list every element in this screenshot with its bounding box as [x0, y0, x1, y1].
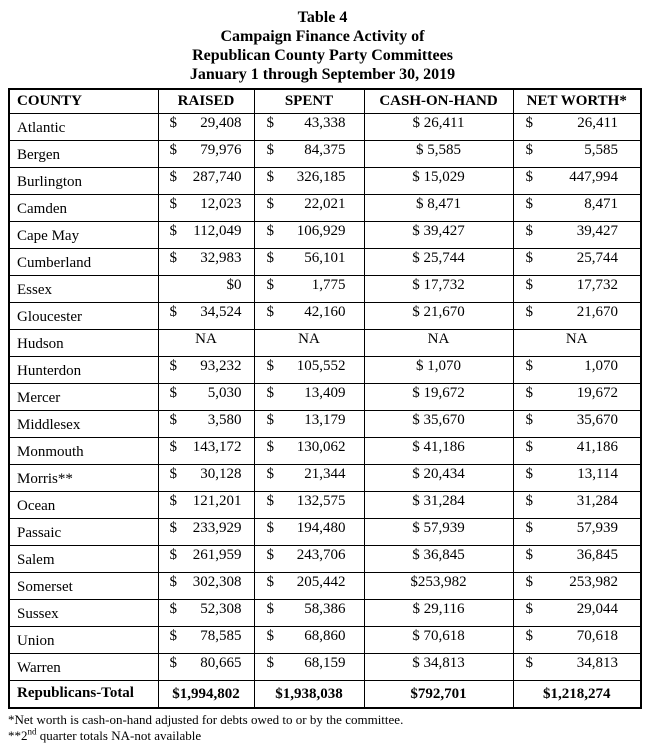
dollar-sign: $ [525, 196, 533, 212]
amount-value: 31,284 [576, 493, 618, 509]
amount-value: 35,670 [576, 412, 618, 428]
table-row [9, 411, 641, 438]
amount-value: 12,023 [200, 196, 242, 212]
county-cell: Sussex [9, 600, 158, 627]
amount-value: 130,062 [296, 439, 346, 455]
raised-cell [158, 465, 254, 492]
dollar-sign: $ [266, 547, 274, 563]
net-cell [513, 249, 641, 276]
dollar-sign: $ [525, 601, 533, 617]
amount-value: 41,186 [576, 439, 618, 455]
dollar-sign: $ [525, 547, 533, 563]
amount-value: 22,021 [304, 196, 346, 212]
dollar-sign: $ [169, 142, 177, 158]
spent-cell [254, 438, 364, 465]
table-row [9, 357, 641, 384]
dollar-sign: $ [169, 493, 177, 509]
table-row [9, 546, 641, 573]
spent-cell [254, 222, 364, 249]
dollar-sign: $ [169, 466, 177, 482]
raised-cell [158, 384, 254, 411]
net-cell [513, 546, 641, 573]
amount-value: 302,308 [192, 574, 242, 590]
amount-value: 121,201 [192, 493, 242, 509]
dollar-sign: $ [266, 358, 274, 374]
table-header-row [9, 89, 641, 114]
amount-value: 17,732 [576, 277, 618, 293]
net-cell [513, 519, 641, 546]
amount-value: 21,670 [576, 304, 618, 320]
dollar-sign: $ [266, 493, 274, 509]
dollar-sign: $ [266, 196, 274, 212]
column-header-raised: RAISED [158, 89, 254, 114]
amount-value: 287,740 [192, 169, 242, 185]
cash-cell: $253,982 [364, 573, 513, 600]
column-header-county: COUNTY [9, 89, 158, 114]
table-row [9, 141, 641, 168]
amount-value: 112,049 [193, 223, 242, 239]
dollar-sign: $ [525, 520, 533, 536]
county-cell: Middlesex [9, 411, 158, 438]
dollar-sign: $ [169, 655, 177, 671]
dollar-sign: $ [169, 628, 177, 644]
dollar-sign: $ [169, 385, 177, 401]
county-cell: Union [9, 627, 158, 654]
spent-cell [254, 600, 364, 627]
total-spent-cell: $1,938,038 [254, 681, 364, 709]
amount-value: 261,959 [192, 547, 242, 563]
amount-value: 25,744 [576, 250, 618, 266]
cash-cell: $ 39,427 [364, 222, 513, 249]
cash-cell: $ 25,744 [364, 249, 513, 276]
dollar-sign: $ [169, 358, 177, 374]
dollar-sign: $ [525, 250, 533, 266]
dollar-sign: $ [266, 466, 274, 482]
raised-cell [158, 168, 254, 195]
dollar-sign: $ [525, 277, 533, 293]
amount-value: 3,580 [207, 412, 242, 428]
dollar-sign: $ [266, 574, 274, 590]
table-body [9, 114, 641, 709]
spent-cell [254, 114, 364, 141]
table-row [9, 654, 641, 681]
county-cell: Cumberland [9, 249, 158, 276]
net-cell [513, 141, 641, 168]
net-cell [513, 465, 641, 492]
spent-cell [254, 492, 364, 519]
dollar-sign: $ [266, 439, 274, 455]
raised-cell [158, 141, 254, 168]
net-cell [513, 654, 641, 681]
raised-cell [158, 195, 254, 222]
amount-value: 29,408 [200, 115, 242, 131]
table-row [9, 276, 641, 303]
footnotes [8, 712, 645, 744]
net-cell: NA [513, 330, 641, 357]
net-cell [513, 114, 641, 141]
table-row [9, 168, 641, 195]
table-row [9, 465, 641, 492]
cash-cell: $ 29,116 [364, 600, 513, 627]
cash-cell: $ 8,471 [364, 195, 513, 222]
county-cell: Hudson [9, 330, 158, 357]
dollar-sign: $ [525, 169, 533, 185]
amount-value: 132,575 [296, 493, 346, 509]
dollar-sign: $ [169, 196, 177, 212]
dollar-sign: $ [266, 277, 274, 293]
amount-value: 1,070 [584, 358, 618, 374]
cash-cell: $ 15,029 [364, 168, 513, 195]
amount-value: 43,338 [304, 115, 346, 131]
total-net-cell: $1,218,274 [513, 681, 641, 709]
cash-cell: $ 36,845 [364, 546, 513, 573]
amount-value: 1,775 [311, 277, 346, 293]
table-title [0, 0, 645, 84]
raised-cell [158, 492, 254, 519]
cash-cell: $ 57,939 [364, 519, 513, 546]
county-cell: Somerset [9, 573, 158, 600]
table-row [9, 114, 641, 141]
spent-cell [254, 303, 364, 330]
spent-cell [254, 384, 364, 411]
raised-cell [158, 357, 254, 384]
total-row [9, 681, 641, 709]
amount-value: 447,994 [569, 169, 618, 185]
dollar-sign: $ [525, 628, 533, 644]
dollar-sign: $ [169, 115, 177, 131]
county-cell: Gloucester [9, 303, 158, 330]
spent-cell [254, 465, 364, 492]
table-row [9, 384, 641, 411]
cash-cell: NA [364, 330, 513, 357]
spent-cell [254, 357, 364, 384]
amount-value: 5,585 [584, 142, 618, 158]
county-cell: Warren [9, 654, 158, 681]
amount-value: 58,386 [304, 601, 346, 617]
footnote-na: **2nd quarter totals NA-not available [8, 726, 202, 743]
column-header-spent: SPENT [254, 89, 364, 114]
amount-value: 13,179 [304, 412, 346, 428]
dollar-sign: $ [266, 169, 274, 185]
dollar-sign: $ [169, 412, 177, 428]
dollar-sign: $ [525, 142, 533, 158]
net-cell [513, 168, 641, 195]
amount-value: 143,172 [192, 439, 242, 455]
amount-value: 326,185 [296, 169, 346, 185]
dollar-sign: $ [169, 547, 177, 563]
net-cell [513, 276, 641, 303]
dollar-sign: $ [525, 412, 533, 428]
net-cell [513, 303, 641, 330]
title-line-4: January 1 through September 30, 2019 [189, 66, 456, 83]
amount-value: 29,044 [576, 601, 618, 617]
column-header-net: NET WORTH* [513, 89, 641, 114]
title-line-2: Campaign Finance Activity of [220, 28, 425, 45]
county-cell: Hunterdon [9, 357, 158, 384]
amount-value: 19,672 [576, 385, 618, 401]
county-cell: Burlington [9, 168, 158, 195]
spent-cell [254, 573, 364, 600]
title-line-3: Republican County Party Committees [192, 47, 453, 64]
net-cell [513, 411, 641, 438]
dollar-sign: $ [525, 223, 533, 239]
amount-value: 52,308 [200, 601, 242, 617]
amount-value: 194,480 [296, 520, 346, 536]
spent-cell [254, 519, 364, 546]
finance-table [8, 88, 642, 709]
county-cell: Essex [9, 276, 158, 303]
dollar-sign: $ [266, 412, 274, 428]
spent-cell [254, 168, 364, 195]
dollar-sign: $ [266, 601, 274, 617]
county-cell: Cape May [9, 222, 158, 249]
amount-value: 34,813 [576, 655, 618, 671]
amount-value: 243,706 [296, 547, 346, 563]
net-cell [513, 357, 641, 384]
dollar-sign: $ [266, 250, 274, 266]
net-cell [513, 438, 641, 465]
dollar-sign: $ [169, 169, 177, 185]
amount-value: 30,128 [200, 466, 242, 482]
amount-value: 68,159 [304, 655, 346, 671]
table-row [9, 195, 641, 222]
dollar-sign: $ [525, 493, 533, 509]
cash-cell: $ 70,618 [364, 627, 513, 654]
county-cell: Camden [9, 195, 158, 222]
raised-cell [158, 627, 254, 654]
raised-cell [158, 600, 254, 627]
net-cell [513, 384, 641, 411]
net-cell [513, 627, 641, 654]
table-row [9, 573, 641, 600]
dollar-sign: $ [169, 439, 177, 455]
dollar-sign: $ [525, 574, 533, 590]
spent-cell [254, 276, 364, 303]
total-label-cell: Republicans-Total [9, 681, 158, 709]
dollar-sign: $ [525, 304, 533, 320]
net-cell [513, 195, 641, 222]
amount-value: 79,976 [200, 142, 242, 158]
dollar-sign: $ [266, 304, 274, 320]
header-row [9, 89, 641, 114]
amount-value: 42,160 [304, 304, 346, 320]
net-cell [513, 573, 641, 600]
table-row [9, 249, 641, 276]
dollar-sign: $ [266, 628, 274, 644]
raised-cell [158, 303, 254, 330]
cash-cell: $ 31,284 [364, 492, 513, 519]
county-cell: Passaic [9, 519, 158, 546]
spent-cell: NA [254, 330, 364, 357]
cash-cell: $ 1,070 [364, 357, 513, 384]
spent-cell [254, 627, 364, 654]
raised-cell [158, 411, 254, 438]
cash-cell: $ 17,732 [364, 276, 513, 303]
dollar-sign: $ [266, 655, 274, 671]
cash-cell: $ 5,585 [364, 141, 513, 168]
amount-value: 8,471 [584, 196, 618, 212]
column-header-cash: CASH-ON-HAND [364, 89, 513, 114]
total-cash-cell: $792,701 [364, 681, 513, 709]
table-row [9, 222, 641, 249]
amount-value: 80,665 [200, 655, 242, 671]
amount-value: 84,375 [304, 142, 346, 158]
amount-value: 13,409 [304, 385, 346, 401]
cash-cell: $ 26,411 [364, 114, 513, 141]
amount-value: 78,585 [200, 628, 242, 644]
dollar-sign: $ [169, 250, 177, 266]
dollar-sign: $ [525, 385, 533, 401]
dollar-sign: $ [525, 655, 533, 671]
dollar-sign: $ [266, 142, 274, 158]
amount-value: 70,618 [576, 628, 618, 644]
amount-value: 21,344 [304, 466, 346, 482]
raised-cell [158, 249, 254, 276]
amount-value: 253,982 [569, 574, 618, 590]
total-raised-cell: $1,994,802 [158, 681, 254, 709]
amount-value: 5,030 [207, 385, 242, 401]
amount-value: 205,442 [296, 574, 346, 590]
spent-cell [254, 141, 364, 168]
spent-cell [254, 249, 364, 276]
amount-value: 105,552 [296, 358, 346, 374]
dollar-sign: $ [525, 439, 533, 455]
amount-value: 57,939 [576, 520, 618, 536]
dollar-sign: $ [525, 358, 533, 374]
county-cell: Monmouth [9, 438, 158, 465]
spent-cell [254, 411, 364, 438]
title-line-1: Table 4 [297, 9, 348, 26]
table-row [9, 438, 641, 465]
spent-cell [254, 654, 364, 681]
county-cell: Mercer [9, 384, 158, 411]
dollar-sign: $ [169, 304, 177, 320]
dollar-sign: $ [169, 520, 177, 536]
cash-cell: $ 34,813 [364, 654, 513, 681]
dollar-sign: $ [266, 115, 274, 131]
county-cell: Atlantic [9, 114, 158, 141]
cash-cell: $ 41,186 [364, 438, 513, 465]
dollar-sign: $ [525, 466, 533, 482]
spent-cell [254, 546, 364, 573]
raised-cell [158, 654, 254, 681]
dollar-sign: $ [266, 223, 274, 239]
amount-value: 56,101 [304, 250, 346, 266]
net-cell [513, 492, 641, 519]
amount-value: 106,929 [296, 223, 346, 239]
raised-cell: $0 [158, 276, 254, 303]
amount-value: 13,114 [577, 466, 618, 482]
raised-cell [158, 114, 254, 141]
raised-cell [158, 546, 254, 573]
raised-cell [158, 222, 254, 249]
county-cell: Bergen [9, 141, 158, 168]
spent-cell [254, 195, 364, 222]
cash-cell: $ 21,670 [364, 303, 513, 330]
raised-cell: NA [158, 330, 254, 357]
amount-value: 32,983 [200, 250, 242, 266]
amount-value: 39,427 [576, 223, 618, 239]
county-cell: Ocean [9, 492, 158, 519]
raised-cell [158, 573, 254, 600]
dollar-sign: $ [266, 385, 274, 401]
amount-value: 68,860 [304, 628, 346, 644]
table-row [9, 330, 641, 357]
table-row [9, 519, 641, 546]
dollar-sign: $ [266, 520, 274, 536]
net-cell [513, 222, 641, 249]
cash-cell: $ 35,670 [364, 411, 513, 438]
dollar-sign: $ [169, 223, 177, 239]
dollar-sign: $ [169, 574, 177, 590]
cash-cell: $ 19,672 [364, 384, 513, 411]
table-row [9, 627, 641, 654]
raised-cell [158, 438, 254, 465]
amount-value: 36,845 [576, 547, 618, 563]
amount-value: 233,929 [192, 520, 242, 536]
amount-value: 93,232 [200, 358, 242, 374]
dollar-sign: $ [169, 601, 177, 617]
raised-cell [158, 519, 254, 546]
net-cell [513, 600, 641, 627]
footnote-net-worth: *Net worth is cash-on-hand adjusted for debts owed to or by the committee. [8, 712, 404, 727]
dollar-sign: $ [525, 115, 533, 131]
table-row [9, 492, 641, 519]
table-row [9, 600, 641, 627]
amount-value: 34,524 [200, 304, 242, 320]
table-row [9, 303, 641, 330]
county-cell: Morris** [9, 465, 158, 492]
cash-cell: $ 20,434 [364, 465, 513, 492]
county-cell: Salem [9, 546, 158, 573]
amount-value: 26,411 [577, 115, 618, 131]
